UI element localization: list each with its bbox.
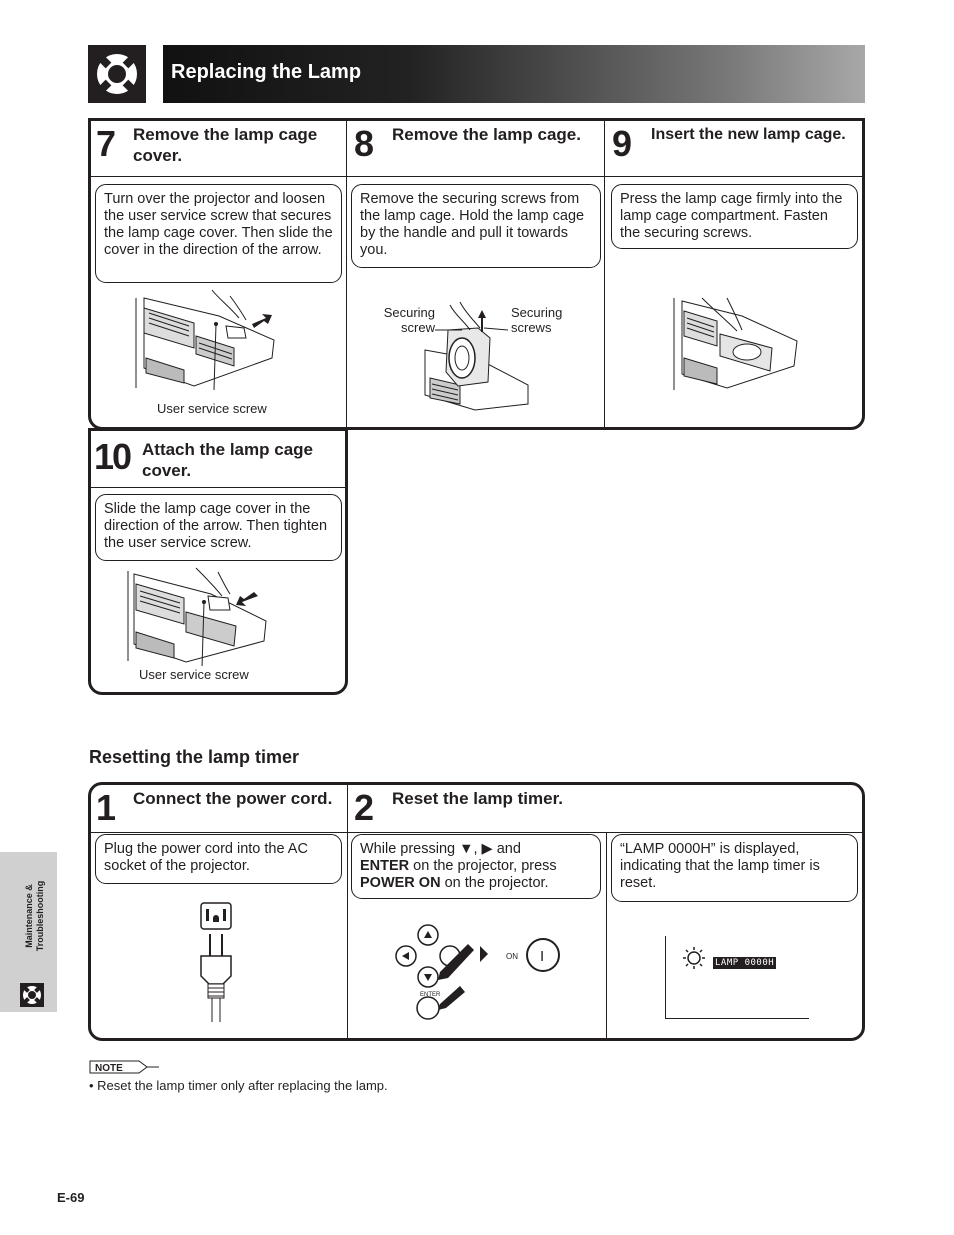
illustration-caption: Securing screw	[383, 305, 435, 335]
enter-label: ENTER	[420, 992, 441, 998]
on-label: ON	[506, 952, 518, 961]
instruction-text: Turn over the projector and loosen the user service screw that secures the lamp cage cover. Then slide the cover in the direction of the arrow.	[95, 184, 342, 283]
lifebuoy-icon	[88, 45, 146, 103]
step-number: 8	[354, 123, 373, 164]
lamp-icon	[682, 946, 706, 970]
step-number: 9	[612, 123, 631, 164]
projector-illustration	[126, 566, 272, 666]
step-title: Connect the power cord.	[133, 789, 333, 808]
step-number: 7	[96, 123, 115, 164]
section-title: Resetting the lamp timer	[89, 747, 300, 767]
instruction-text: While pressing ▼, ▶ and ENTER on the projector, press POWER ON on the projector.	[351, 834, 601, 899]
osd-label: LAMP 0000H	[715, 958, 775, 968]
divider	[347, 784, 348, 1038]
instruction-text: Slide the lamp cage cover in the direction of the arrow. Then tighten the user service screw.	[95, 494, 342, 561]
page-title: Replacing the Lamp	[171, 61, 362, 83]
enter-button-icon	[417, 997, 439, 1019]
osd-screen	[665, 936, 809, 1019]
step-number: 1	[96, 787, 115, 828]
note-label-text: NOTE	[95, 1063, 123, 1074]
step-title: Remove the lamp cage.	[392, 125, 581, 144]
divider	[604, 120, 605, 427]
remote-buttons-illustration	[392, 922, 564, 1022]
note-label	[89, 1060, 161, 1079]
step-title: Insert the new lamp cage.	[651, 126, 846, 143]
step-title: Attach the lamp cage cover.	[142, 440, 313, 480]
divider	[90, 487, 346, 488]
step-number: 10	[94, 436, 131, 477]
power-plug-icon	[195, 900, 237, 1024]
lifebuoy-icon	[20, 983, 44, 1007]
instruction-text: Press the lamp cage firmly into the lamp cage compartment. Fasten the securing screws.	[611, 184, 858, 249]
result-text: “LAMP 0000H” is displayed, indicating that the lamp timer is reset.	[611, 834, 858, 902]
power-glyph: I	[540, 948, 545, 965]
divider	[346, 120, 347, 427]
projector-illustration	[134, 288, 284, 393]
page-number: E-69	[57, 1190, 85, 1205]
instruction-text: Plug the power cord into the AC socket of the projector.	[95, 834, 342, 884]
divider	[90, 176, 862, 177]
lamp-cage-illustration	[420, 300, 532, 412]
side-tab-label: Maintenance & Troubleshooting	[24, 880, 45, 952]
divider	[90, 832, 862, 833]
step-title: Reset the lamp timer.	[392, 789, 564, 808]
step-title: Remove the lamp cage cover.	[133, 125, 318, 165]
illustration-caption: User service screw	[157, 401, 267, 416]
illustration-caption: Securing screws	[511, 305, 563, 335]
divider	[606, 832, 607, 1038]
step-number: 2	[354, 787, 373, 828]
note-text: • Reset the lamp timer only after replacing the lamp.	[89, 1078, 388, 1093]
instruction-text: Remove the securing screws from the lamp cage. Hold the lamp cage by the handle and pull it towards you.	[351, 184, 601, 268]
projector-illustration	[672, 296, 802, 394]
illustration-caption: User service screw	[139, 667, 249, 682]
